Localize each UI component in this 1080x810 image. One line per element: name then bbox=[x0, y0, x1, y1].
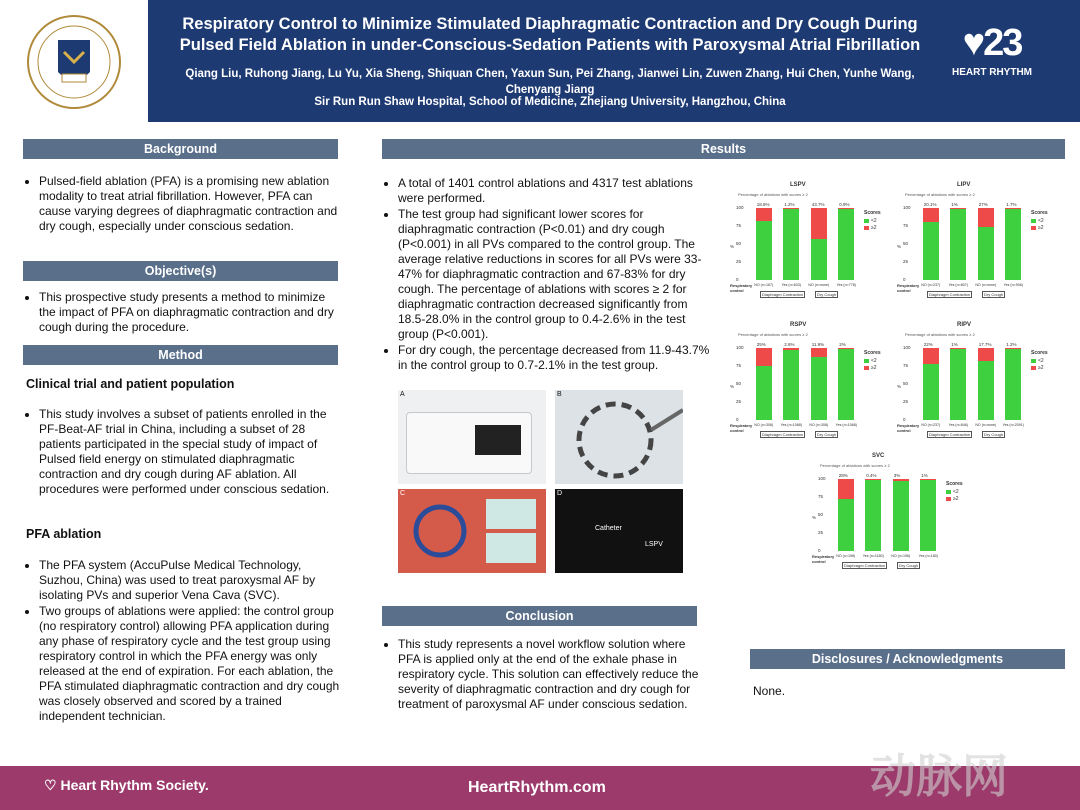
legend-item bbox=[1031, 358, 1044, 364]
legend-title: Scores bbox=[1031, 210, 1048, 216]
legend-title: Scores bbox=[864, 350, 881, 356]
legend-label: ≥2 bbox=[953, 496, 959, 502]
group-label: Diaphragm Contraction bbox=[844, 563, 886, 568]
x-tick-label: NO (n=237) bbox=[921, 283, 941, 287]
objective-body bbox=[23, 290, 341, 336]
y-tick-label: 100 bbox=[818, 476, 826, 481]
panel-label: B bbox=[557, 391, 562, 398]
conclusion-heading: Conclusion bbox=[382, 606, 697, 626]
x-tick-label: NO (n=237) bbox=[921, 423, 941, 427]
watermark: 动脉网 bbox=[870, 750, 1008, 802]
data-label: 28% bbox=[838, 473, 848, 478]
bar-at-least-2 bbox=[950, 348, 966, 349]
panel-label: D bbox=[557, 490, 563, 497]
results-body bbox=[382, 176, 712, 374]
chart-title: RSPV bbox=[790, 322, 807, 328]
list-item: • This study represents a novel workflow solution where PFA is applied only at the end of the exhale phase in respiratory cycle. This solution can effectively reduce the severity of diaphragmatic contraction and dry cough for treatment of paroxysmal AF under conscious sedation. bbox=[398, 637, 700, 712]
legend-label: <2 bbox=[871, 218, 877, 224]
ultrasound-label-lspv: LSPV bbox=[645, 541, 663, 548]
legend-item bbox=[946, 496, 959, 502]
x-tick-label: NO (n=none) bbox=[975, 283, 997, 287]
y-tick-label: 50 bbox=[736, 241, 742, 246]
bar-below-2 bbox=[865, 479, 881, 551]
chart-lipv bbox=[897, 182, 1057, 307]
bar-below-2 bbox=[756, 221, 772, 280]
x-tick-label: NO (n=196) bbox=[891, 554, 911, 558]
list-item: • A total of 1401 control ablations and 4317 test ablations were performed. bbox=[398, 176, 712, 206]
disclosures-body: None. bbox=[753, 684, 786, 698]
bar-at-least-2 bbox=[756, 348, 772, 366]
y-tick-label: 100 bbox=[736, 205, 744, 210]
x-axis-label: Respiratory control bbox=[730, 283, 753, 293]
affiliation: Sir Run Run Shaw Hospital, School of Medicine, Zhejiang University, Hangzhou, China bbox=[314, 96, 786, 108]
list-item: • Two groups of ablations were applied: the control group (no respiratory control) allowing PFA application during any phase of respiratory cycle and the test group using respiratory control in which the PFA energy was only released at the end of expiration. For each ablation, the PFA stimulated diaphragmatic contraction and dry cough was closely observed and scored by a trained independent technician. bbox=[39, 604, 341, 724]
x-tick-label: Yes (n=807) bbox=[948, 283, 968, 287]
bar-below-2 bbox=[783, 350, 799, 420]
x-tick-label: Yes (n=906) bbox=[1003, 283, 1023, 287]
y-tick-label: 75 bbox=[903, 363, 909, 368]
data-label: 1.2% bbox=[1006, 342, 1017, 347]
chart-ripv bbox=[897, 322, 1057, 447]
bar-at-least-2 bbox=[1005, 348, 1021, 349]
bar-below-2 bbox=[838, 499, 854, 551]
list-item: • This study involves a subset of patients enrolled in the PF-Beat-AF trial in China, including a subset of 28 patients participated in the special study of impact of Pulsed field energy on stimulated diaphragmatic contraction and dry cough during AF ablation. All procedures were performed under conscious sedation. bbox=[39, 407, 341, 497]
x-axis-label: Respiratory control bbox=[730, 423, 753, 433]
bar-at-least-2 bbox=[838, 348, 854, 349]
list-item: • For dry cough, the percentage decreased from 11.9-43.7% in the control group to 0.7-2.1% in the test group. bbox=[398, 343, 712, 373]
figure-panel-b bbox=[555, 390, 683, 484]
legend-item bbox=[864, 218, 877, 224]
data-label: 20.1% bbox=[923, 202, 937, 207]
list-item: • The test group had significant lower scores for diaphragmatic contraction (P<0.01) and dry cough (P<0.001) in all PVs compared to the control group. The average relative reductions in scores for all PVs were 33-47% for diaphragmatic contraction and 67-83% for dry cough. The percentage of ablations with scores ≥ 2 for diaphragmatic contraction decreased significantly from 18.5-28.0% in the control group to 0.4-2.6% in the test group (P<0.001). bbox=[398, 207, 712, 342]
x-axis-label: Respiratory control bbox=[812, 554, 835, 564]
data-label: 1% bbox=[921, 473, 928, 478]
legend-label: ≥2 bbox=[1038, 225, 1044, 231]
y-axis-label: % bbox=[897, 384, 902, 389]
data-label: 2% bbox=[839, 342, 846, 347]
bar-at-least-2 bbox=[811, 208, 827, 239]
panel-label: A bbox=[400, 391, 405, 398]
legend-swatch bbox=[946, 490, 951, 494]
chart-svc bbox=[812, 453, 972, 578]
data-label: 0.4% bbox=[866, 473, 877, 478]
y-tick-label: 50 bbox=[736, 381, 742, 386]
figure-panel-d bbox=[555, 489, 683, 573]
x-tick-label: Yes (n=846) bbox=[948, 423, 968, 427]
y-tick-label: 0 bbox=[903, 277, 906, 282]
x-tick-label: NO (n=none) bbox=[808, 283, 830, 287]
legend-item bbox=[1031, 218, 1044, 224]
y-tick-label: 75 bbox=[736, 223, 742, 228]
chart-title: LSPV bbox=[790, 182, 806, 188]
chart-lspv bbox=[730, 182, 890, 307]
group-label: Diaphragm Contraction bbox=[929, 432, 971, 437]
pfa-generator-device bbox=[406, 412, 532, 474]
x-tick-label: Yes (n=180) bbox=[918, 554, 938, 558]
method-body-population bbox=[23, 407, 341, 498]
chart-title: RIPV bbox=[957, 322, 972, 328]
data-label: 11.9% bbox=[811, 342, 825, 347]
y-tick-label: 100 bbox=[736, 345, 744, 350]
logo-heart-icon: ♥ bbox=[962, 22, 984, 64]
bar-at-least-2 bbox=[923, 208, 939, 222]
bar-at-least-2 bbox=[783, 348, 799, 350]
y-tick-label: 25 bbox=[736, 399, 742, 404]
chart-subtitle: Percentage of ablations with scores ≥ 2 bbox=[738, 192, 808, 197]
bar-at-least-2 bbox=[920, 479, 936, 480]
bar-below-2 bbox=[978, 361, 994, 420]
method-subheading-population: Clinical trial and patient population bbox=[26, 377, 235, 391]
figure-panel-a bbox=[398, 390, 546, 484]
bar-at-least-2 bbox=[978, 348, 994, 361]
group-label: Diaphragm Contraction bbox=[762, 292, 804, 297]
chart-title: SVC bbox=[872, 453, 885, 459]
legend-swatch bbox=[864, 226, 869, 230]
bar-at-least-2 bbox=[893, 479, 909, 481]
bar-at-least-2 bbox=[838, 208, 854, 209]
method-heading: Method bbox=[23, 345, 338, 365]
data-label: 22% bbox=[923, 342, 933, 347]
author-list: Qiang Liu, Ruhong Jiang, Lu Yu, Xia Sheng, Shiquan Chen, Yaxun Sun, Pei Zhang, Jianwei Lin, Zuwen Zhang, Hui Chen, Yunhe Wang, Chenyang Jiang bbox=[185, 68, 915, 96]
y-axis-label: % bbox=[897, 244, 902, 249]
legend-swatch bbox=[946, 497, 951, 501]
group-label: Dry Cough bbox=[817, 432, 837, 437]
bar-below-2 bbox=[978, 227, 994, 280]
bar-below-2 bbox=[950, 209, 966, 280]
bar-below-2 bbox=[923, 222, 939, 280]
ultrasound-label-catheter: Catheter bbox=[595, 525, 622, 532]
y-tick-label: 50 bbox=[903, 241, 909, 246]
data-label: 1% bbox=[951, 342, 958, 347]
legend-label: ≥2 bbox=[871, 225, 877, 231]
data-label: 0.9% bbox=[839, 202, 850, 207]
bar-at-least-2 bbox=[923, 348, 939, 364]
list-item: • Pulsed-field ablation (PFA) is a promising new ablation modality to treat atrial fibrillation. However, PFA can cause varying degrees of diaphragmatic contraction and dry cough, especially under conscious sedation. bbox=[39, 174, 341, 234]
x-tick-label: Yes (n=778) bbox=[836, 283, 856, 287]
data-label: 3% bbox=[893, 473, 901, 478]
logo-number: 23 bbox=[983, 22, 1022, 64]
legend-swatch bbox=[1031, 366, 1036, 370]
chart-rspv bbox=[730, 322, 890, 447]
poster-title: Respiratory Control to Minimize Stimulated Diaphragmatic Contraction and Dry Cough During Pulsed Field Ablation in under-Conscious-Sedation Patients with Paroxysmal Atrial Fibrillation bbox=[179, 15, 921, 54]
bar-at-least-2 bbox=[950, 208, 966, 209]
x-tick-label: Yes (n=633) bbox=[781, 283, 801, 287]
bar-at-least-2 bbox=[783, 208, 799, 209]
data-label: 1.2% bbox=[784, 202, 795, 207]
device-screen bbox=[475, 425, 521, 455]
legend-label: <2 bbox=[953, 489, 959, 495]
group-label: Dry Cough bbox=[899, 563, 919, 568]
y-tick-label: 100 bbox=[903, 345, 911, 350]
legend-label: <2 bbox=[871, 358, 877, 364]
legend-item bbox=[864, 225, 877, 231]
x-tick-label: NO (n=196) bbox=[836, 554, 856, 558]
legend-label: ≥2 bbox=[871, 365, 877, 371]
electroanatomic-map bbox=[398, 489, 546, 573]
group-label: Dry Cough bbox=[984, 292, 1004, 297]
method-subheading-pfa: PFA ablation bbox=[26, 527, 102, 541]
legend-label: <2 bbox=[1038, 218, 1044, 224]
group-label: Dry Cough bbox=[817, 292, 837, 297]
x-tick-label: NO (n=167) bbox=[754, 283, 774, 287]
data-label: 43.7% bbox=[811, 202, 825, 207]
bar-below-2 bbox=[783, 209, 799, 280]
panel-label: C bbox=[400, 490, 406, 497]
legend-swatch bbox=[864, 366, 869, 370]
x-tick-label: Yes (n=1068) bbox=[835, 423, 857, 427]
y-tick-label: 25 bbox=[818, 530, 824, 535]
y-axis-label: % bbox=[730, 244, 735, 249]
x-tick-label: NO (n=308) bbox=[754, 423, 774, 427]
list-item: • The PFA system (AccuPulse Medical Technology, Suzhou, China) was used to treat paroxysmal AF by isolating PVs and superior Vena Cava (SVC). bbox=[39, 558, 341, 603]
legend-title: Scores bbox=[946, 481, 963, 487]
legend-title: Scores bbox=[1031, 350, 1048, 356]
group-label: Diaphragm Contraction bbox=[762, 432, 804, 437]
x-tick-label: Yes (n=1068) bbox=[780, 423, 802, 427]
results-heading: Results bbox=[382, 139, 1065, 159]
x-axis-label: Respiratory control bbox=[897, 423, 920, 433]
objective-heading: Objective(s) bbox=[23, 261, 338, 281]
data-label: 17.7% bbox=[978, 342, 992, 347]
y-tick-label: 0 bbox=[903, 417, 906, 422]
data-label: 1% bbox=[951, 202, 958, 207]
y-tick-label: 75 bbox=[818, 494, 824, 499]
legend-item bbox=[1031, 365, 1044, 371]
x-tick-label: Yes (n=2091) bbox=[1002, 423, 1024, 427]
bar-below-2 bbox=[950, 349, 966, 420]
conclusion-body bbox=[382, 637, 700, 713]
y-tick-label: 25 bbox=[903, 399, 909, 404]
legend-swatch bbox=[1031, 219, 1036, 223]
bar-below-2 bbox=[1005, 349, 1021, 420]
chart-subtitle: Percentage of ablations with scores ≥ 2 bbox=[738, 332, 808, 337]
legend-item bbox=[946, 489, 959, 495]
bar-at-least-2 bbox=[838, 479, 854, 499]
y-tick-label: 0 bbox=[736, 277, 739, 282]
legend-swatch bbox=[1031, 359, 1036, 363]
bar-below-2 bbox=[838, 349, 854, 420]
university-logo bbox=[12, 12, 136, 112]
bar-below-2 bbox=[756, 366, 772, 420]
bar-below-2 bbox=[920, 480, 936, 551]
bar-below-2 bbox=[1005, 209, 1021, 280]
bar-at-least-2 bbox=[978, 208, 994, 227]
background-heading: Background bbox=[23, 139, 338, 159]
hrs-logo-text: Heart Rhythm Society. bbox=[60, 777, 209, 793]
y-tick-label: 75 bbox=[736, 363, 742, 368]
chart-subtitle: Percentage of ablations with scores ≥ 2 bbox=[820, 463, 890, 468]
x-tick-label: NO (n=none) bbox=[975, 423, 997, 427]
bar-at-least-2 bbox=[811, 348, 827, 357]
y-tick-label: 0 bbox=[818, 548, 821, 553]
y-tick-label: 0 bbox=[736, 417, 739, 422]
y-axis-label: % bbox=[730, 384, 735, 389]
legend-title: Scores bbox=[864, 210, 881, 216]
heart-icon: ♡ bbox=[44, 777, 57, 793]
y-tick-label: 25 bbox=[736, 259, 742, 264]
figure-panel-c bbox=[398, 489, 546, 573]
method-body-pfa bbox=[23, 558, 341, 725]
hrs-logo bbox=[44, 777, 209, 794]
data-label: 2.6% bbox=[784, 342, 795, 347]
legend-item bbox=[864, 365, 877, 371]
legend-swatch bbox=[1031, 226, 1036, 230]
data-label: 27% bbox=[978, 202, 988, 207]
logo-label: HEART RHYTHM bbox=[952, 67, 1032, 78]
chart-subtitle: Percentage of ablations with scores ≥ 2 bbox=[905, 192, 975, 197]
legend-item bbox=[1031, 225, 1044, 231]
x-axis-label: Respiratory control bbox=[897, 283, 920, 293]
data-label: 25% bbox=[756, 342, 766, 347]
y-tick-label: 75 bbox=[903, 223, 909, 228]
chart-title: LIPV bbox=[957, 182, 971, 188]
bar-below-2 bbox=[923, 364, 939, 420]
heart-rhythm-logo bbox=[942, 22, 1042, 102]
legend-label: ≥2 bbox=[1038, 365, 1044, 371]
bar-below-2 bbox=[893, 481, 909, 551]
bar-below-2 bbox=[838, 209, 854, 280]
y-tick-label: 25 bbox=[903, 259, 909, 264]
data-label: 18.6% bbox=[756, 202, 770, 207]
bar-at-least-2 bbox=[1005, 208, 1021, 209]
legend-label: <2 bbox=[1038, 358, 1044, 364]
bar-below-2 bbox=[811, 357, 827, 420]
background-body bbox=[23, 174, 341, 235]
list-item: • This prospective study presents a method to minimize the impact of PFA on diaphragmatic contraction and dry cough during the procedure. bbox=[39, 290, 341, 335]
disclosures-heading: Disclosures / Acknowledgments bbox=[750, 649, 1065, 669]
y-tick-label: 50 bbox=[903, 381, 909, 386]
chart-subtitle: Percentage of ablations with scores ≥ 2 bbox=[905, 332, 975, 337]
legend-swatch bbox=[864, 359, 869, 363]
legend-item bbox=[864, 358, 877, 364]
x-tick-label: NO (n=308) bbox=[809, 423, 829, 427]
x-tick-label: Yes (n=1180) bbox=[862, 554, 884, 558]
group-label: Dry Cough bbox=[984, 432, 1004, 437]
catheter-loop-image bbox=[555, 390, 683, 484]
y-tick-label: 50 bbox=[818, 512, 824, 517]
data-label: 1.7% bbox=[1006, 202, 1017, 207]
y-axis-label: % bbox=[812, 515, 817, 520]
footer-url: HeartRhythm.com bbox=[468, 779, 606, 796]
group-label: Diaphragm Contraction bbox=[929, 292, 971, 297]
bar-below-2 bbox=[811, 239, 827, 280]
legend-swatch bbox=[864, 219, 869, 223]
y-tick-label: 100 bbox=[903, 205, 911, 210]
bar-at-least-2 bbox=[756, 208, 772, 221]
